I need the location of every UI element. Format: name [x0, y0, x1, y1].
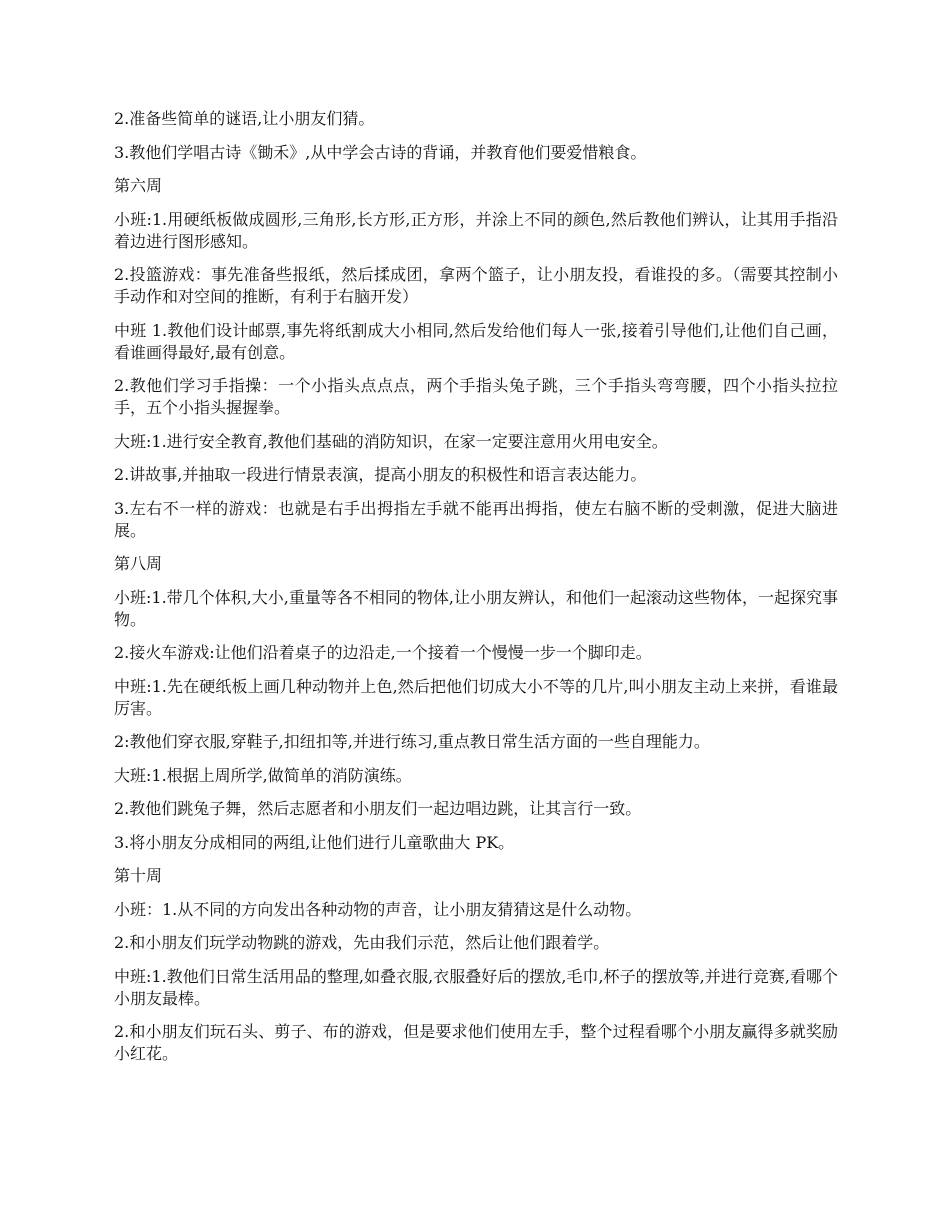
paragraph: 2.投篮游戏：事先准备些报纸，然后揉成团，拿两个篮子，让小朋友投，看谁投的多。（需要其控制小手动作和对空间的推断，有利于右脑开发） [114, 265, 838, 306]
paragraph: 2.接火车游戏:让他们沿着桌子的边沿走,一个接着一个慢慢一步一个脚印走。 [114, 643, 652, 662]
paragraph: 大班:1.进行安全教育,教他们基础的消防知识，在家一定要注意用火用电安全。 [114, 431, 668, 451]
paragraph: 2:教他们穿衣服,穿鞋子,扣纽扣等,并进行练习,重点教日常生活方面的一些自理能力。 [114, 732, 710, 751]
paragraph: 2.讲故事,并抽取一段进行情景表演，提高小朋友的积极性和语言表达能力。 [114, 465, 647, 484]
paragraph: 2.准备些简单的谜语,让小朋友们猜。 [114, 109, 375, 128]
paragraph: 3.将小朋友分成相同的两组,让他们进行儿童歌曲大 PK。 [114, 832, 515, 852]
paragraph: 中班:1.先在硬纸板上画几种动物并上色,然后把他们切成大小不等的几片,叫小朋友主动上来拼，看谁最厉害。 [114, 676, 838, 718]
paragraph: 2.和小朋友们玩学动物跳的游戏，先由我们示范，然后让他们跟着学。 [114, 933, 610, 952]
paragraph: 小班:1.用硬纸板做成圆形,三角形,长方形,正方形，并涂上不同的颜色,然后教他们辨认，让其用手指沿着边进行图形感知。 [114, 209, 838, 251]
paragraph: 小班:1.带几个体积,大小,重量等各不相同的物体,让小朋友辨认，和他们一起滚动这些物体，一起探究事物。 [114, 587, 838, 629]
paragraph: 2.和小朋友们玩石头、剪子、布的游戏，但是要求他们使用左手，整个过程看哪个小朋友赢得多就奖励小红花。 [114, 1022, 838, 1063]
paragraph: 中班:1.教他们日常生活用品的整理,如叠衣服,衣服叠好后的摆放,毛巾,杯子的摆放等,并进行竞赛,看哪个小朋友最棒。 [114, 966, 838, 1008]
paragraph: 大班:1.根据上周所学,做简单的消防演练。 [114, 765, 412, 785]
section-heading-week6: 第六周 [114, 176, 163, 195]
paragraph: 3.左右不一样的游戏：也就是右手出拇指左手就不能再出拇指，使左右脑不断的受刺激，促进大脑进展。 [114, 498, 838, 540]
paragraph: 小班：1.从不同的方向发出各种动物的声音，让小朋友猜猜这是什么动物。 [114, 899, 642, 919]
section-heading-week10: 第十周 [114, 866, 163, 885]
paragraph: 2.教他们跳兔子舞，然后志愿者和小朋友们一起边唱边跳，让其言行一致。 [114, 799, 642, 818]
document-page [114, 108, 838, 1077]
paragraph: 中班 1.教他们设计邮票,事先将纸割成大小相同,然后发给他们每人一张,接着引导他们,让他们自己画，看谁画得最好,最有创意。 [114, 320, 838, 362]
section-heading-week8: 第八周 [114, 554, 163, 573]
paragraph: 2.教他们学习手指操：一个小指头点点点，两个手指头兔子跳，三个手指头弯弯腰，四个小指头拉拉手，五个小指头握握拳。 [114, 376, 838, 417]
paragraph: 3.教他们学唱古诗《锄禾》,从中学会古诗的背诵，并教育他们要爱惜粮食。 [114, 142, 647, 162]
